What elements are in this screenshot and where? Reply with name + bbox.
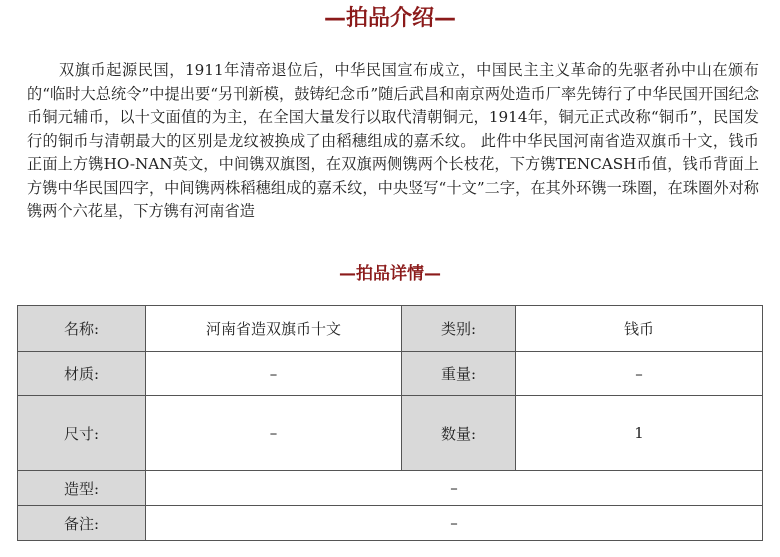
details-section-title: —拍品详情— xyxy=(339,264,441,284)
quantity-value: 1 xyxy=(516,396,763,471)
table-row xyxy=(18,506,763,541)
material-value: – xyxy=(146,352,402,396)
table-row xyxy=(18,471,763,506)
category-value: 钱币 xyxy=(516,306,763,352)
shape-label: 造型: xyxy=(18,471,146,506)
material-label: 材质: xyxy=(18,352,146,396)
shape-value: – xyxy=(146,471,763,506)
table-row xyxy=(18,306,763,352)
intro-paragraph: 双旗币起源民国，1911年清帝退位后，中华民国宣布成立，中国民主主义革命的先驱者孙中山在颁布的“临时大总统令”中提出要“另刊新模，鼓铸纪念币”随后武昌和南京两处造币厂率先铸行了中华民国开国纪念币铜元辅币，以十文面值的为主，在全国大量发行以取代清朝铜元，1914年，铜元正式改称“铜币”，民国发行的铜币与清朝最大的区别是龙纹被换成了由稻穗组成的嘉禾纹。 此件中华民国河南省造双旗币十文，钱币正面上方镌HO-NAN英文，中间镌双旗图，在双旗两侧镌两个长枝花，下方镌TENCASH币值，钱币背面上方镌中华民国四字，中间镌两株稻穗组成的嘉禾纹，中央竖写“十文”二字，在其外环镌一珠圈，在珠圈外对称镌两个六花星，下方镌有河南省造 xyxy=(27,61,759,220)
details-table xyxy=(17,305,763,541)
name-value: 河南省造双旗币十文 xyxy=(146,306,402,352)
table-row xyxy=(18,396,763,471)
table-row xyxy=(18,352,763,396)
category-label: 类别: xyxy=(402,306,516,352)
size-value: – xyxy=(146,396,402,471)
remark-value: – xyxy=(146,506,763,541)
remark-label: 备注: xyxy=(18,506,146,541)
size-label: 尺寸: xyxy=(18,396,146,471)
weight-label: 重量: xyxy=(402,352,516,396)
quantity-label: 数量: xyxy=(402,396,516,471)
intro-section-title: —拍品介绍— xyxy=(323,6,456,31)
weight-value: – xyxy=(516,352,763,396)
name-label: 名称: xyxy=(18,306,146,352)
